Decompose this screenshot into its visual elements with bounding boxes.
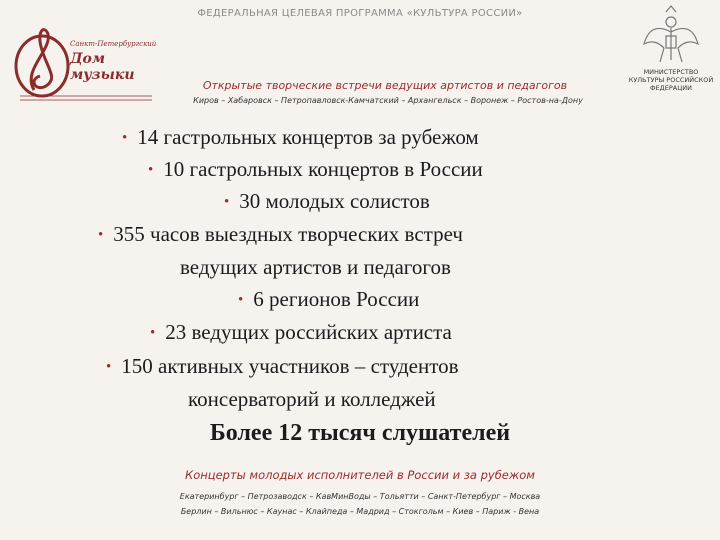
audience-highlight: Более 12 тысяч слушателей <box>209 420 511 446</box>
bullet-icon: • <box>148 162 154 178</box>
list-item: • 23 ведущих российских артиста <box>150 320 452 344</box>
list-item: • 6 регионов России <box>238 287 420 311</box>
dom-muzyki-logo <box>12 20 160 104</box>
list-item: • 30 молодых солистов <box>224 189 430 213</box>
cities-list-top: Киров – Хабаровск – Петропавловск-Камчатский – Архангельск – Воронеж – Ростов-на-Дону <box>193 96 583 105</box>
logo-org-main: Дом музыки <box>70 51 135 83</box>
list-item: • 14 гастрольных концертов за рубежом <box>122 125 479 149</box>
subtitle: Открытые творческие встречи ведущих артистов и педагогов <box>202 79 568 92</box>
ministry-logo <box>626 4 716 92</box>
concerts-title: Концерты молодых исполнителей в России и за рубежом <box>185 468 535 482</box>
bullet-icon: • <box>122 130 128 146</box>
list-item-continuation: консерваторий и колледжей <box>188 387 436 411</box>
list-item: • 150 активных участников – студентов <box>106 354 459 378</box>
bullet-icon: • <box>150 325 156 341</box>
logo-org-small: Санкт-Петербургский <box>70 40 157 48</box>
bullet-icon: • <box>238 292 244 308</box>
bullet-icon: • <box>98 227 104 243</box>
ministry-name: МИНИСТЕРСТВО КУЛЬТУРЫ РОССИЙСКОЙ ФЕДЕРАЦИИ <box>628 68 714 92</box>
eagle-emblem-icon <box>626 4 716 66</box>
bullet-icon: • <box>106 359 112 375</box>
list-item: • 10 гастрольных концертов в России <box>148 157 483 181</box>
bullet-icon: • <box>224 194 230 210</box>
list-item: • 355 часов выездных творческих встреч <box>98 222 463 246</box>
list-item-continuation: ведущих артистов и педагогов <box>180 255 451 279</box>
program-title: ФЕДЕРАЛЬНАЯ ЦЕЛЕВАЯ ПРОГРАММА «КУЛЬТУРА РОССИИ» <box>197 8 523 19</box>
cities-list-abroad: Берлин – Вильнюс – Каунас – Клайпеда – Мадрид – Стокгольм – Киев – Париж - Вена <box>180 507 540 516</box>
cities-list-russia: Екатеринбург – Петрозаводск – КавМинВоды – Тольятти – Санкт-Петербург – Москва <box>179 492 541 501</box>
